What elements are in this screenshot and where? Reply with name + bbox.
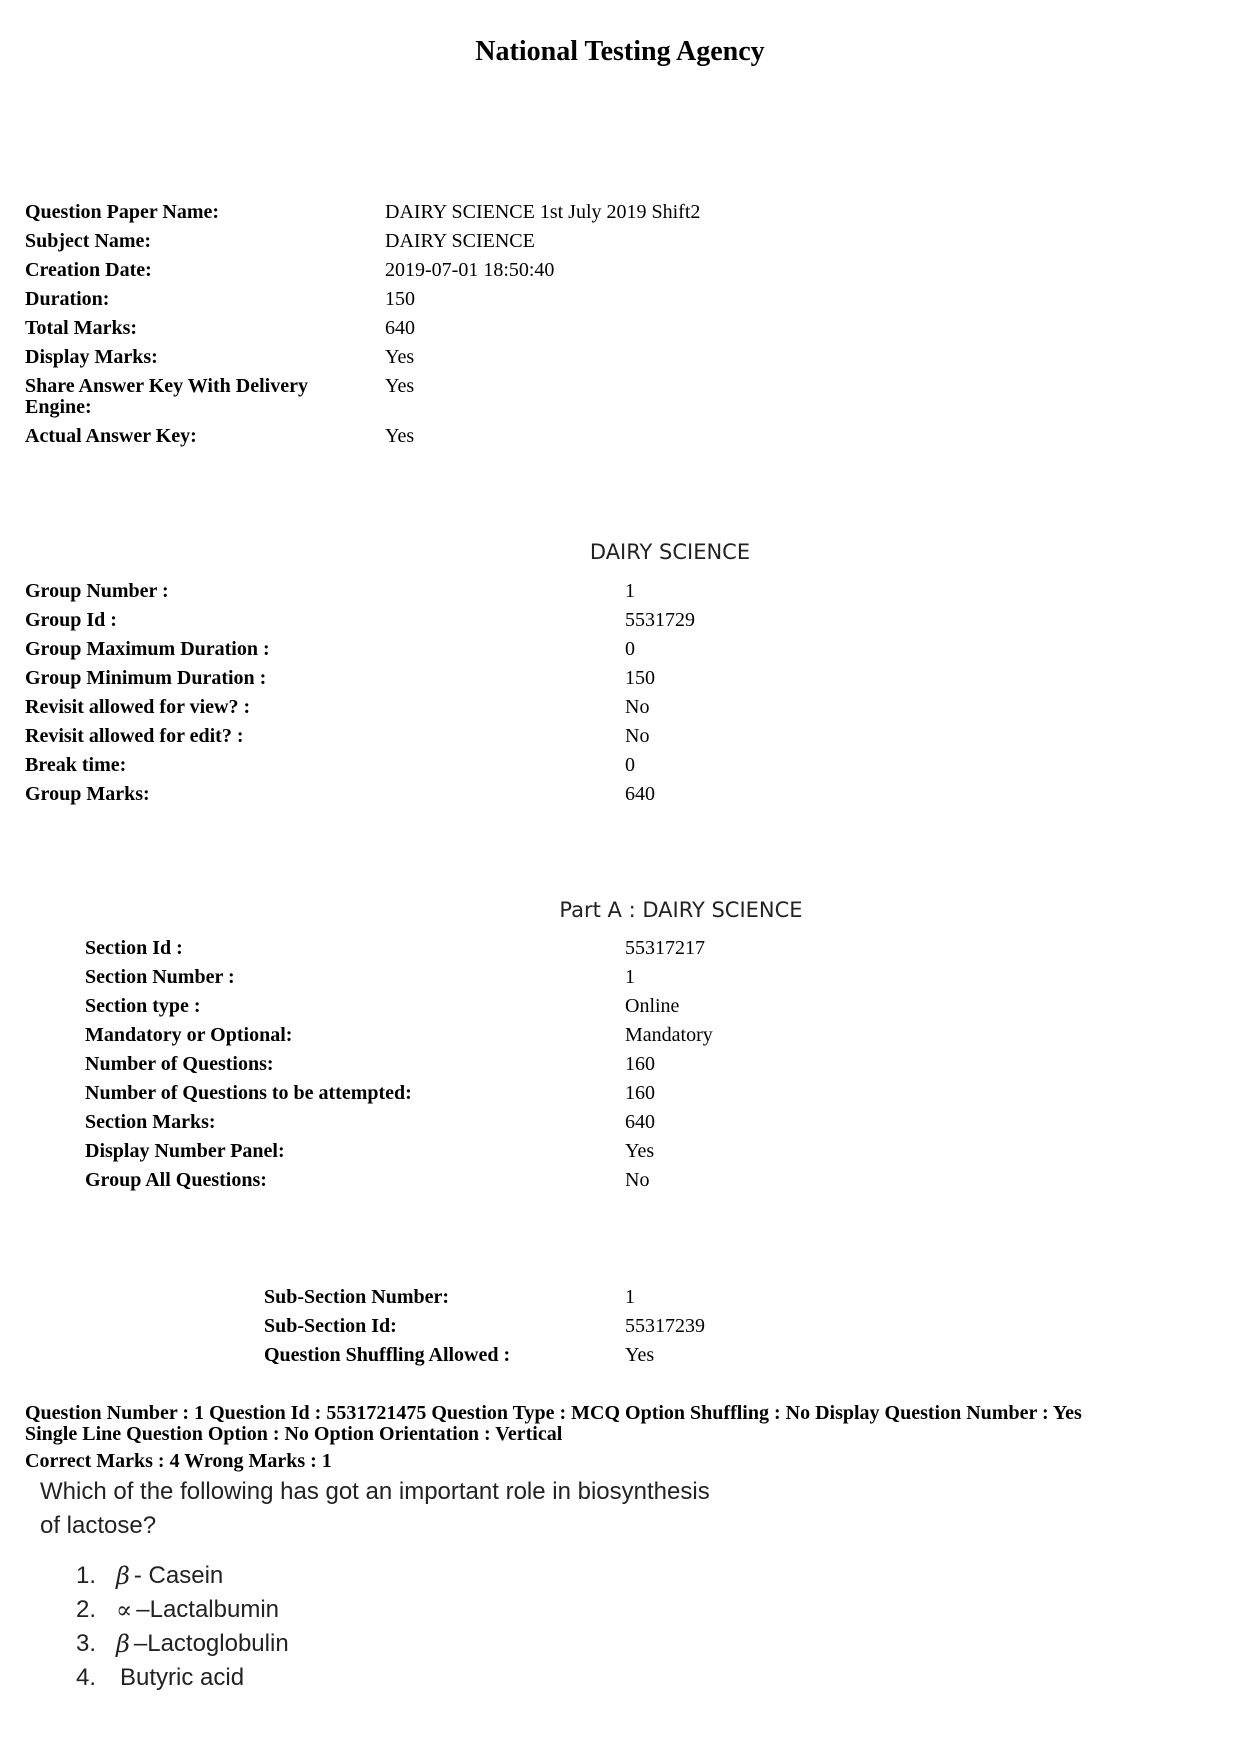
section-info-value: 160 [625, 1053, 655, 1075]
paper-info-table [25, 198, 700, 451]
option-symbol: β [116, 1630, 130, 1658]
group-info-row [25, 635, 695, 664]
question-text-line: Which of the following has got an important role in biosynthesis [40, 1478, 710, 1505]
group-info-row [25, 606, 695, 635]
group-info-value: 150 [625, 667, 655, 689]
group-info-value: 640 [625, 783, 655, 805]
paper-info-label: Duration: [25, 288, 110, 310]
paper-info-label: Display Marks: [25, 346, 158, 368]
group-info-row [25, 693, 695, 722]
option-symbol: β [116, 1562, 130, 1590]
subsection-info-label: Sub-Section Id: [264, 1315, 397, 1337]
group-info-value: No [625, 696, 650, 718]
option-number: 2. [76, 1596, 97, 1623]
question-marks: Correct Marks : 4 Wrong Marks : 1 [25, 1450, 332, 1472]
group-info-value: 5531729 [625, 609, 695, 631]
subsection-info-label: Question Shuffling Allowed : [264, 1344, 511, 1366]
section-info-table [85, 934, 713, 1195]
subsection-info-row [264, 1283, 705, 1312]
group-info-row [25, 780, 695, 809]
section-info-label: Section Id : [85, 937, 183, 959]
section-info-row [85, 1137, 713, 1166]
part-heading: Part A : DAIRY SCIENCE [559, 898, 803, 922]
question-meta-line: Single Line Question Option : No Option Orientation : Vertical [25, 1423, 563, 1445]
paper-info-row [25, 372, 700, 422]
section-info-label: Section type : [85, 995, 201, 1017]
subsection-info-row [264, 1341, 705, 1370]
section-info-value: 640 [625, 1111, 655, 1133]
question-meta [25, 1403, 1215, 1472]
paper-info-label: Share Answer Key With Delivery Engine: [25, 375, 308, 418]
group-info-value: No [625, 725, 650, 747]
section-info-row [85, 1166, 713, 1195]
group-heading: DAIRY SCIENCE [589, 540, 751, 564]
option-number: 3. [76, 1630, 97, 1657]
question-meta-line: Question Number : 1 Question Id : 5531721475 Question Type : MCQ Option Shuffling : No Display Question Number : Yes [25, 1402, 1082, 1424]
group-info-label: Group Marks: [25, 783, 150, 805]
group-info-label: Revisit allowed for view? : [25, 696, 251, 718]
section-info-value: 1 [625, 966, 635, 988]
option-number: 4. [76, 1664, 97, 1691]
paper-info-value: Yes [385, 425, 415, 447]
subsection-info-row [264, 1312, 705, 1341]
subsection-info-value: 55317239 [625, 1315, 705, 1337]
section-info-row [85, 1050, 713, 1079]
paper-info-row [25, 285, 700, 314]
section-info-label: Mandatory or Optional: [85, 1024, 293, 1046]
option-symbol: ∝ [116, 1596, 133, 1624]
section-info-row [85, 1021, 713, 1050]
group-info-label: Group Minimum Duration : [25, 667, 267, 689]
section-info-row [85, 1108, 713, 1137]
group-info-row [25, 722, 695, 751]
group-info-label: Group Maximum Duration : [25, 638, 270, 660]
paper-info-value: 2019-07-01 18:50:40 [385, 259, 555, 281]
paper-info-value: DAIRY SCIENCE [385, 230, 535, 252]
section-info-label: Display Number Panel: [85, 1140, 285, 1162]
paper-info-label: Actual Answer Key: [25, 425, 197, 447]
option-text: –Lactalbumin [136, 1596, 280, 1623]
paper-info-label: Total Marks: [25, 317, 138, 339]
subsection-info-value: 1 [625, 1286, 635, 1308]
group-info-row [25, 751, 695, 780]
section-info-value: Yes [625, 1140, 655, 1162]
paper-info-row [25, 256, 700, 285]
group-info-value: 0 [625, 638, 635, 660]
option-item [76, 1593, 289, 1627]
option-text: Butyric acid [120, 1664, 245, 1691]
group-info-row [25, 577, 695, 606]
paper-info-value: Yes [385, 346, 415, 368]
subsection-info-label: Sub-Section Number: [264, 1286, 450, 1308]
option-list [76, 1559, 289, 1695]
group-info-label: Revisit allowed for edit? : [25, 725, 244, 747]
section-info-label: Section Number : [85, 966, 235, 988]
paper-info-row [25, 343, 700, 372]
group-info-value: 0 [625, 754, 635, 776]
group-info-row [25, 664, 695, 693]
section-info-label: Group All Questions: [85, 1169, 267, 1191]
group-info-value: 1 [625, 580, 635, 602]
paper-info-label: Question Paper Name: [25, 201, 220, 223]
group-info-label: Break time: [25, 754, 127, 776]
option-item [76, 1627, 289, 1661]
section-info-value: Online [625, 995, 680, 1017]
option-number: 1. [76, 1562, 97, 1589]
section-info-row [85, 1079, 713, 1108]
paper-info-value: 640 [385, 317, 415, 339]
section-info-value: Mandatory [625, 1024, 713, 1046]
option-text: - Casein [133, 1562, 224, 1589]
group-info-table [25, 577, 695, 809]
paper-info-row [25, 227, 700, 256]
option-item [76, 1661, 289, 1695]
agency-title: National Testing Agency [475, 36, 765, 67]
question-text-line: of lactose? [40, 1512, 157, 1539]
section-info-value: No [625, 1169, 650, 1191]
paper-info-value: DAIRY SCIENCE 1st July 2019 Shift2 [385, 201, 701, 223]
subsection-info-table [264, 1283, 705, 1370]
paper-info-row [25, 314, 700, 343]
section-info-label: Number of Questions: [85, 1053, 274, 1075]
section-info-value: 160 [625, 1082, 655, 1104]
section-info-label: Section Marks: [85, 1111, 216, 1133]
paper-info-label: Creation Date: [25, 259, 152, 281]
section-info-row [85, 963, 713, 992]
section-info-row [85, 934, 713, 963]
section-info-row [85, 992, 713, 1021]
paper-info-label: Subject Name: [25, 230, 152, 252]
group-info-label: Group Id : [25, 609, 117, 631]
section-info-label: Number of Questions to be attempted: [85, 1082, 412, 1104]
paper-info-value: 150 [385, 288, 415, 310]
subsection-info-value: Yes [625, 1344, 655, 1366]
option-text: –Lactoglobulin [133, 1630, 289, 1657]
paper-info-row [25, 422, 700, 451]
question-text [40, 1475, 800, 1543]
paper-info-row [25, 198, 700, 227]
group-info-label: Group Number : [25, 580, 169, 602]
paper-info-value: Yes [385, 375, 415, 397]
section-info-value: 55317217 [625, 937, 705, 959]
option-item [76, 1559, 289, 1593]
